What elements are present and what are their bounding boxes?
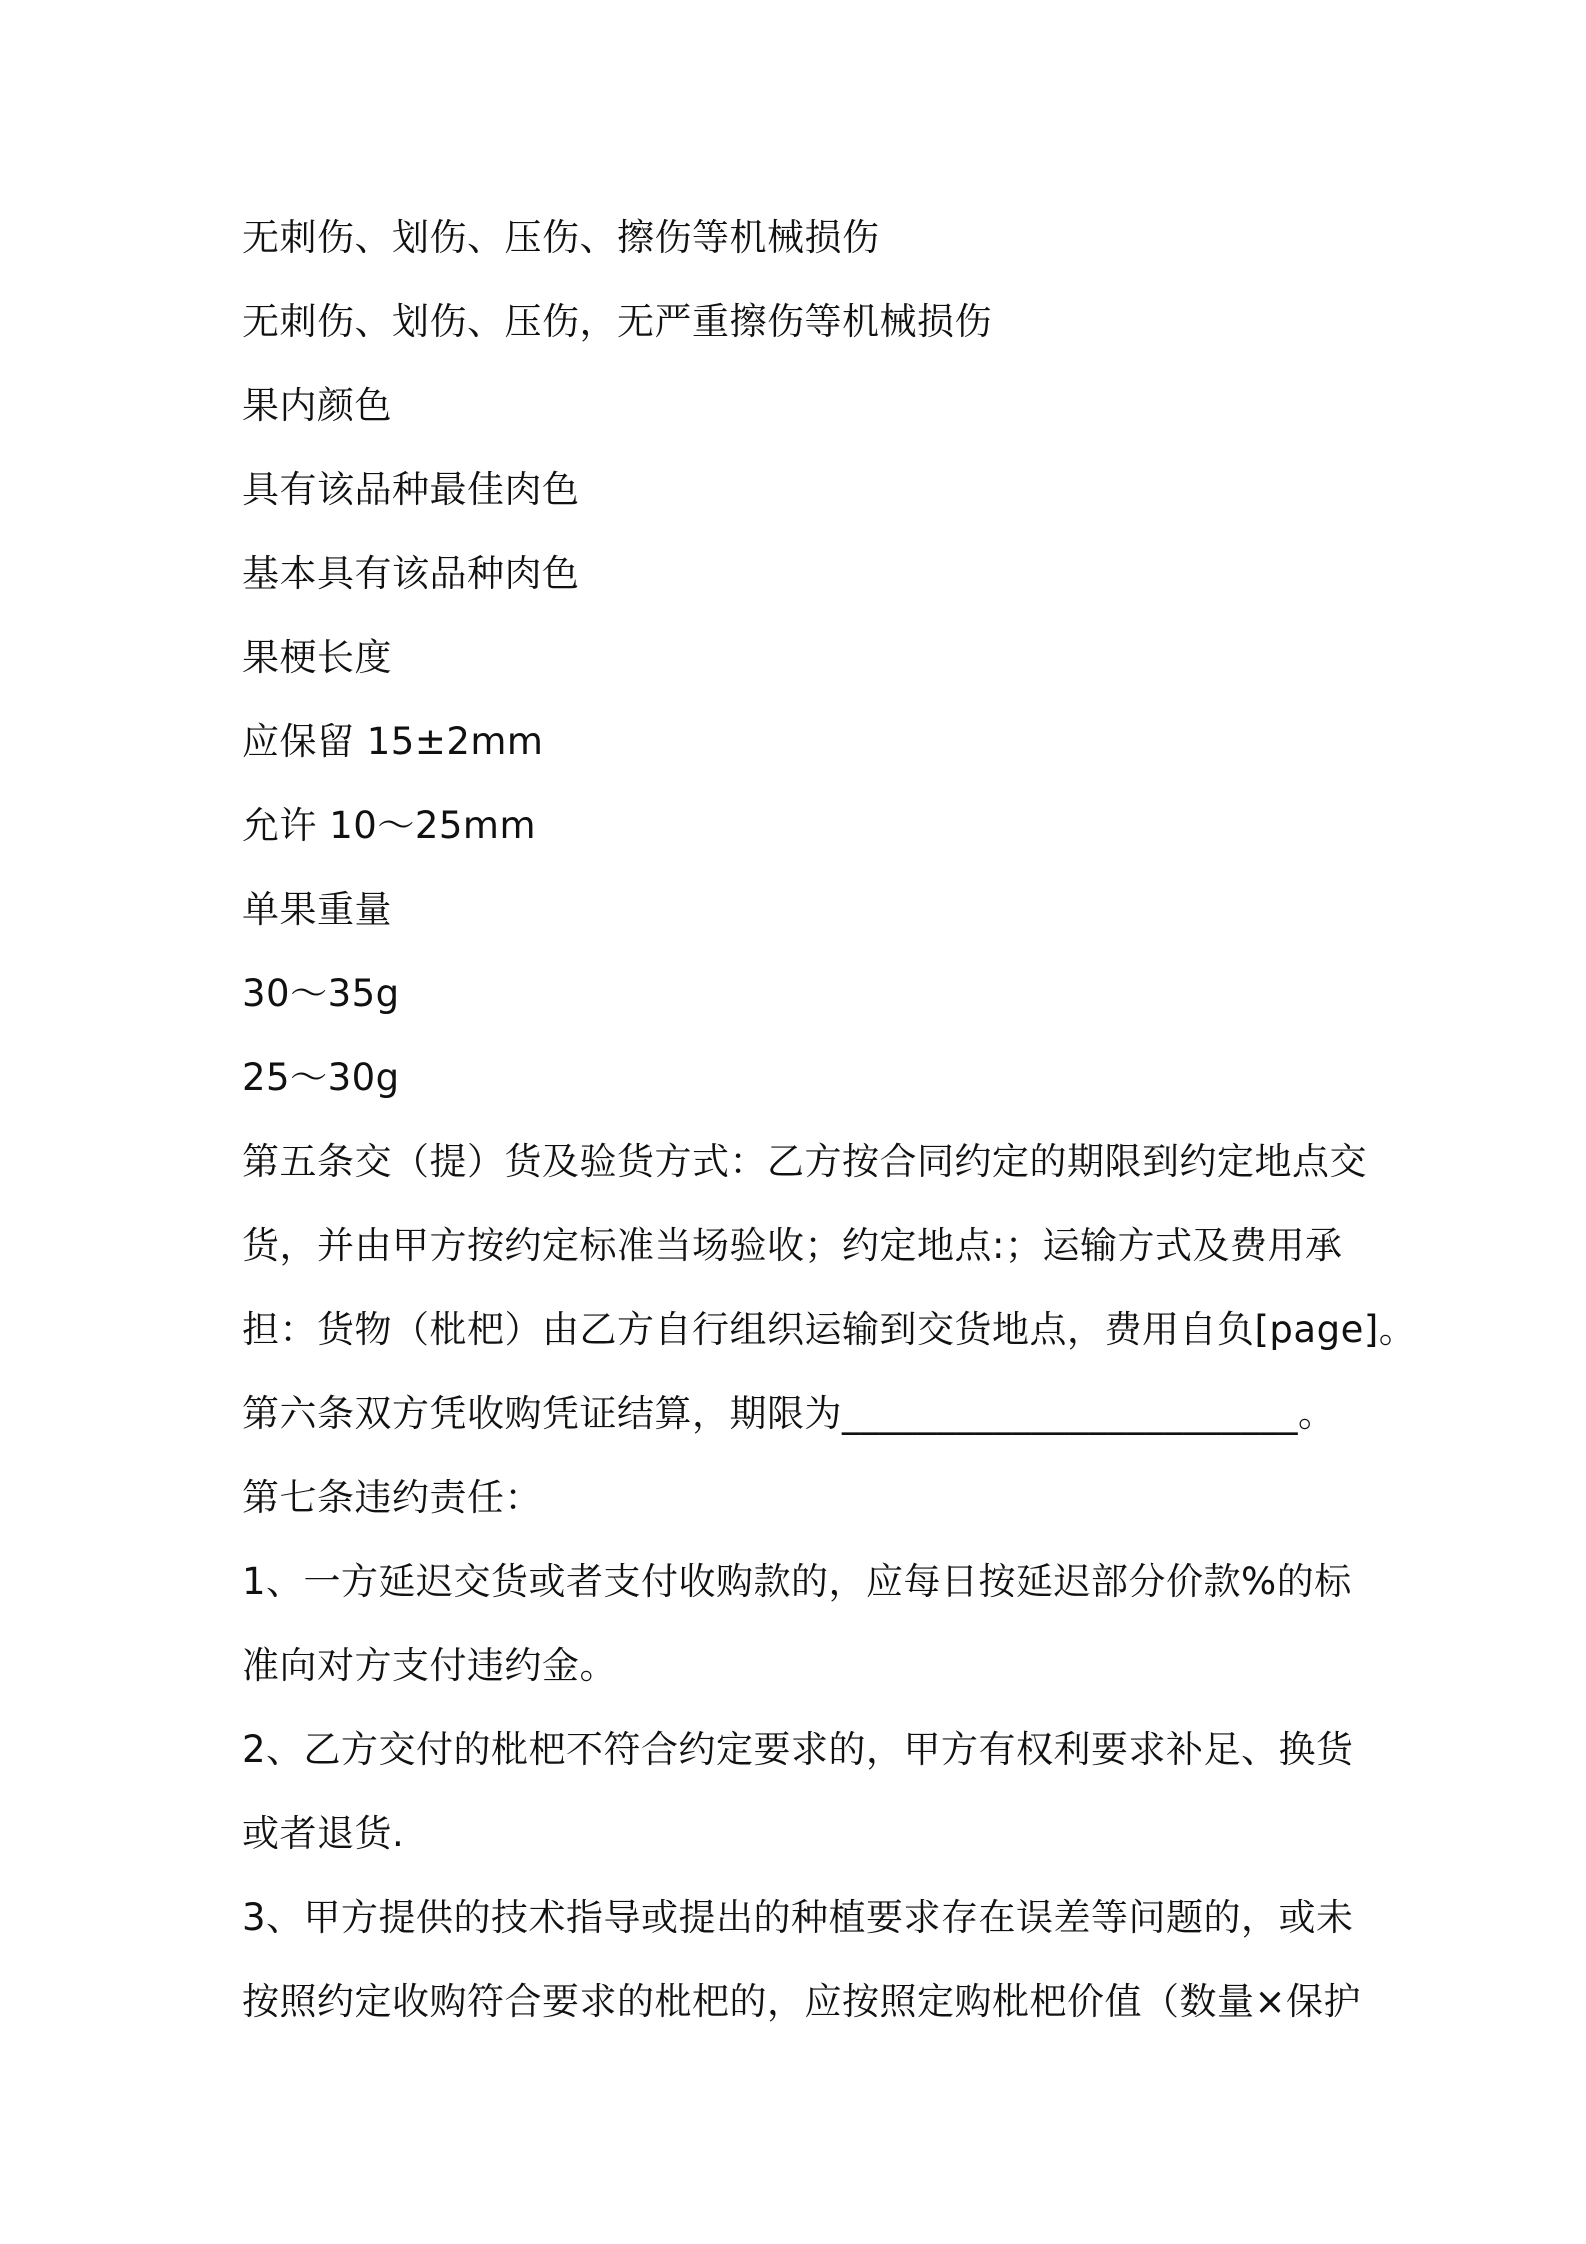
article-7-title: 第七条违约责任： [242, 1476, 542, 1519]
spec-text-line: 单果重量 [242, 888, 392, 931]
spec-text-line: 30～35g [242, 972, 400, 1015]
article-7-item-2-line: 或者退货. [242, 1812, 405, 1855]
article-7-item-2-line: 2、乙方交付的枇杷不符合约定要求的，甲方有权利要求补足、换货 [242, 1728, 1354, 1771]
spec-text-line: 允许 10～25mm [242, 804, 537, 847]
article-7-item-1-line: 准向对方支付违约金。 [242, 1644, 617, 1687]
spec-text-line: 应保留 15±2mm [242, 720, 544, 763]
spec-text-line: 基本具有该品种肉色 [242, 552, 580, 595]
article-5-line: 第五条交（提）货及验货方式：乙方按合同约定的期限到约定地点交 [242, 1140, 1367, 1183]
document-body [242, 196, 1417, 2044]
article-7-item-3-line: 3、甲方提供的技术指导或提出的种植要求存在误差等问题的，或未 [242, 1896, 1354, 1939]
spec-text-line: 25～30g [242, 1056, 400, 1099]
spec-text-line: 无刺伤、划伤、压伤，无严重擦伤等机械损伤 [242, 300, 992, 343]
article-7-item-3-line: 按照约定收购符合要求的枇杷的，应按照定购枇杷价值（数量×保护 [242, 1980, 1362, 2023]
spec-text-line: 果梗长度 [242, 636, 392, 679]
spec-text-line: 具有该品种最佳肉色 [242, 468, 580, 511]
article-7-item-1-line: 1、一方延迟交货或者支付收购款的，应每日按延迟部分价款%的标 [242, 1560, 1352, 1603]
spec-text-line: 果内颜色 [242, 384, 392, 427]
article-5-line: 担：货物（枇杷）由乙方自行组织运输到交货地点，费用自负[page]。 [242, 1308, 1417, 1351]
article-6-line: 第六条双方凭收购凭证结算，期限为________________________。 [242, 1392, 1336, 1435]
spec-text-line: 无刺伤、划伤、压伤、擦伤等机械损伤 [242, 216, 880, 259]
article-5-line: 货，并由甲方按约定标准当场验收；约定地点:；运输方式及费用承 [242, 1224, 1343, 1267]
